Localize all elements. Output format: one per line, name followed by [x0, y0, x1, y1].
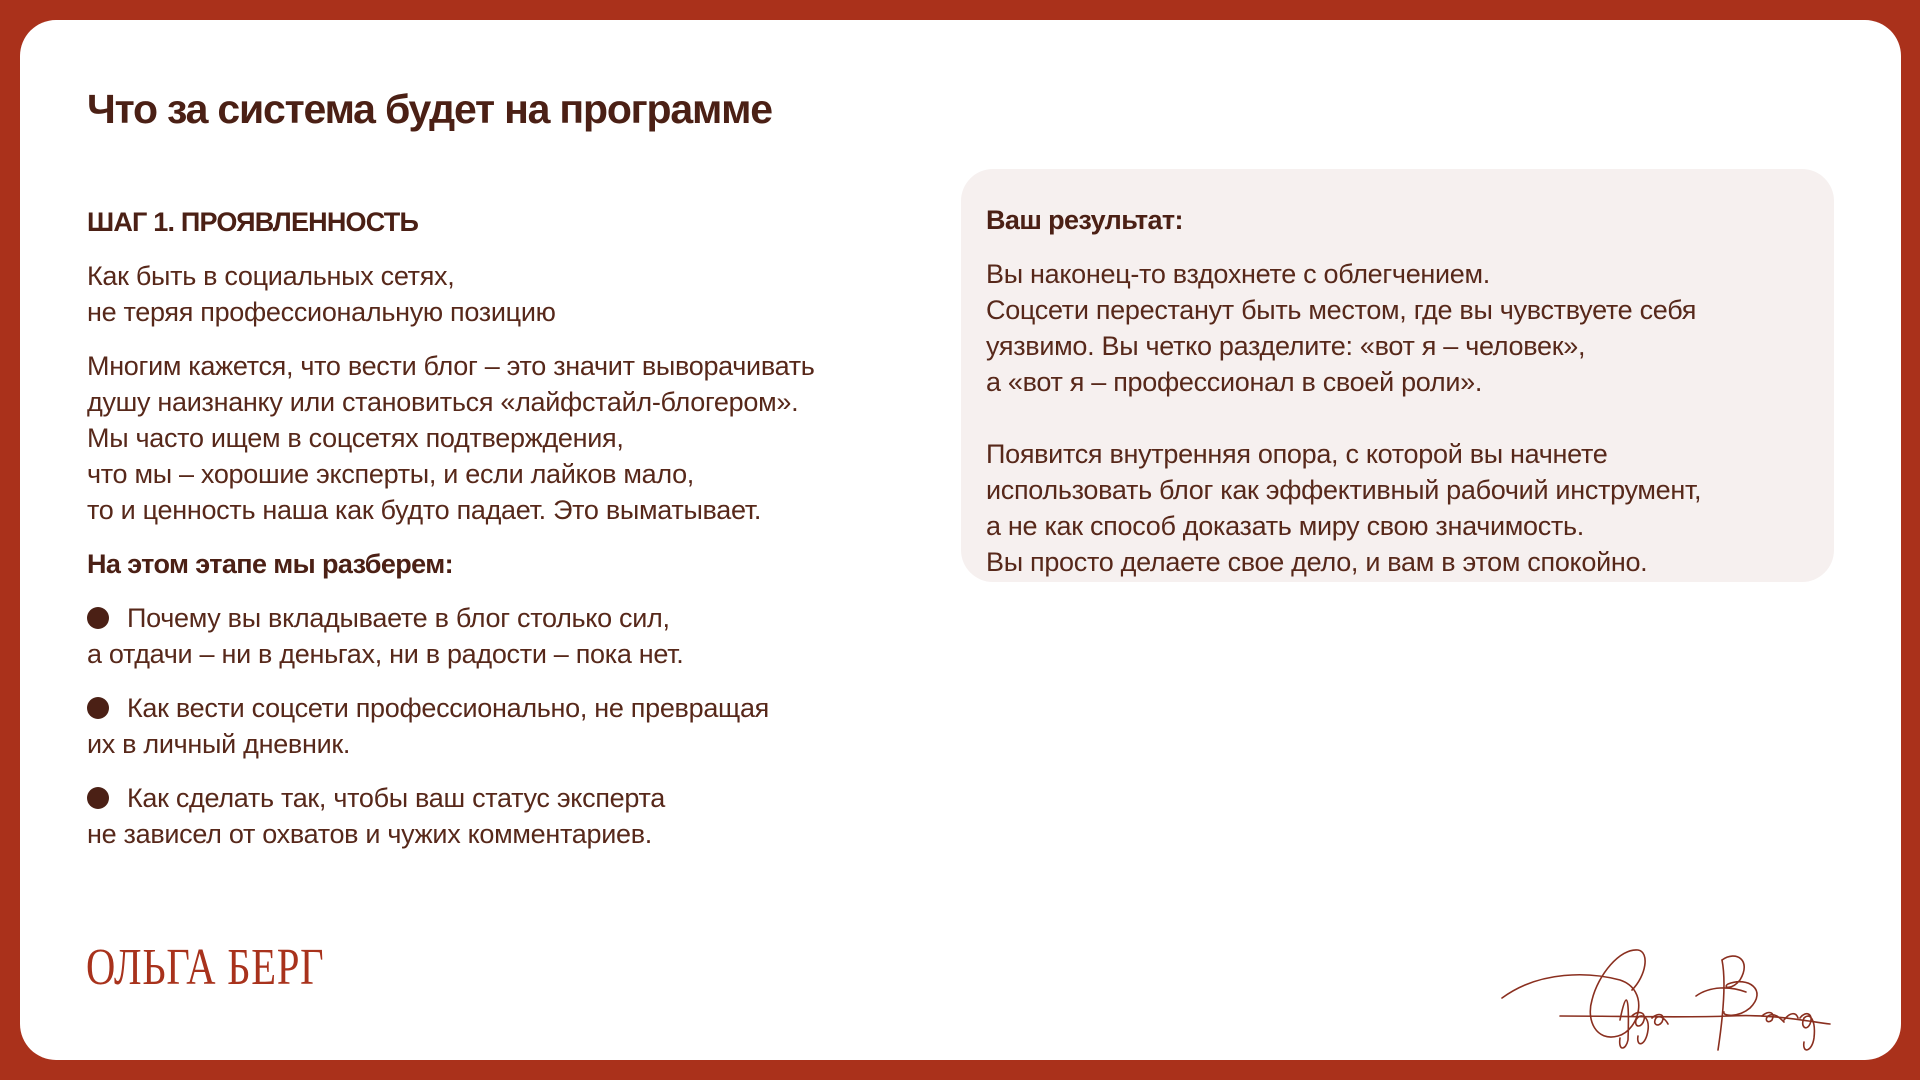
- result-line: а «вот я – профессионал в своей роли».: [986, 367, 1483, 397]
- result-line: уязвимо. Вы четко разделите: «вот я – человек»,: [986, 331, 1586, 361]
- result-line: Вы наконец-то вздохнете с облегчением.: [986, 259, 1490, 289]
- description-line: Многим кажется, что вести блог – это значит выворачивать: [87, 351, 815, 381]
- slide: [20, 20, 1901, 1060]
- stage-heading: На этом этапе мы разберем:: [87, 549, 453, 579]
- list-item-text: Как сделать так, чтобы ваш статус эксперта: [127, 783, 665, 813]
- list-item: [87, 690, 947, 762]
- brand-logo: ОЛЬГА БЕРГ: [86, 939, 325, 996]
- list-item-line: [87, 690, 947, 726]
- step-section: [87, 204, 947, 870]
- list-item-line: а отдачи – ни в деньгах, ни в радости – пока нет.: [87, 639, 684, 669]
- description-line: Мы часто ищем в соцсетях подтверждения,: [87, 423, 624, 453]
- result-card: [961, 169, 1834, 582]
- list-item-text: Почему вы вкладываете в блог столько сил,: [127, 603, 670, 633]
- description-line: то и ценность наша как будто падает. Это выматывает.: [87, 495, 762, 525]
- result-content: [986, 202, 1816, 580]
- result-line: Соцсети перестанут быть местом, где вы чувствуете себя: [986, 295, 1697, 325]
- step-description: [87, 348, 947, 528]
- step-heading: ШАГ 1. ПРОЯВЛЕННОСТЬ: [87, 207, 419, 237]
- list-item-line: [87, 600, 947, 636]
- signature-image: [1500, 920, 1860, 1060]
- result-line: Вы просто делаете свое дело, и вам в этом спокойно.: [986, 547, 1648, 577]
- step-intro: [87, 258, 947, 330]
- bullet-dot-icon: [87, 787, 109, 809]
- list-item: [87, 780, 947, 852]
- list-item-line: их в личный дневник.: [87, 729, 351, 759]
- result-paragraph: [986, 436, 1816, 580]
- list-item: [87, 600, 947, 672]
- description-line: душу наизнанку или становиться «лайфстайл-блогером».: [87, 387, 799, 417]
- description-line: что мы – хорошие эксперты, и если лайков мало,: [87, 459, 694, 489]
- result-line: Появится внутренняя опора, с которой вы начнете: [986, 439, 1608, 469]
- bullet-dot-icon: [87, 697, 109, 719]
- result-line: использовать блог как эффективный рабочий инструмент,: [986, 475, 1702, 505]
- list-item-text: Как вести соцсети профессионально, не превращая: [127, 693, 769, 723]
- list-item-line: [87, 780, 947, 816]
- result-line: а не как способ доказать миру свою значимость.: [986, 511, 1584, 541]
- result-paragraph: [986, 256, 1816, 400]
- step-intro-line: не теряя профессиональную позицию: [87, 297, 556, 327]
- step-intro-line: Как быть в социальных сетях,: [87, 261, 455, 291]
- list-item-line: не зависел от охватов и чужих комментариев.: [87, 819, 652, 849]
- page-title: Что за система будет на программе: [87, 86, 772, 132]
- result-heading: Ваш результат:: [986, 205, 1183, 235]
- bullet-dot-icon: [87, 607, 109, 629]
